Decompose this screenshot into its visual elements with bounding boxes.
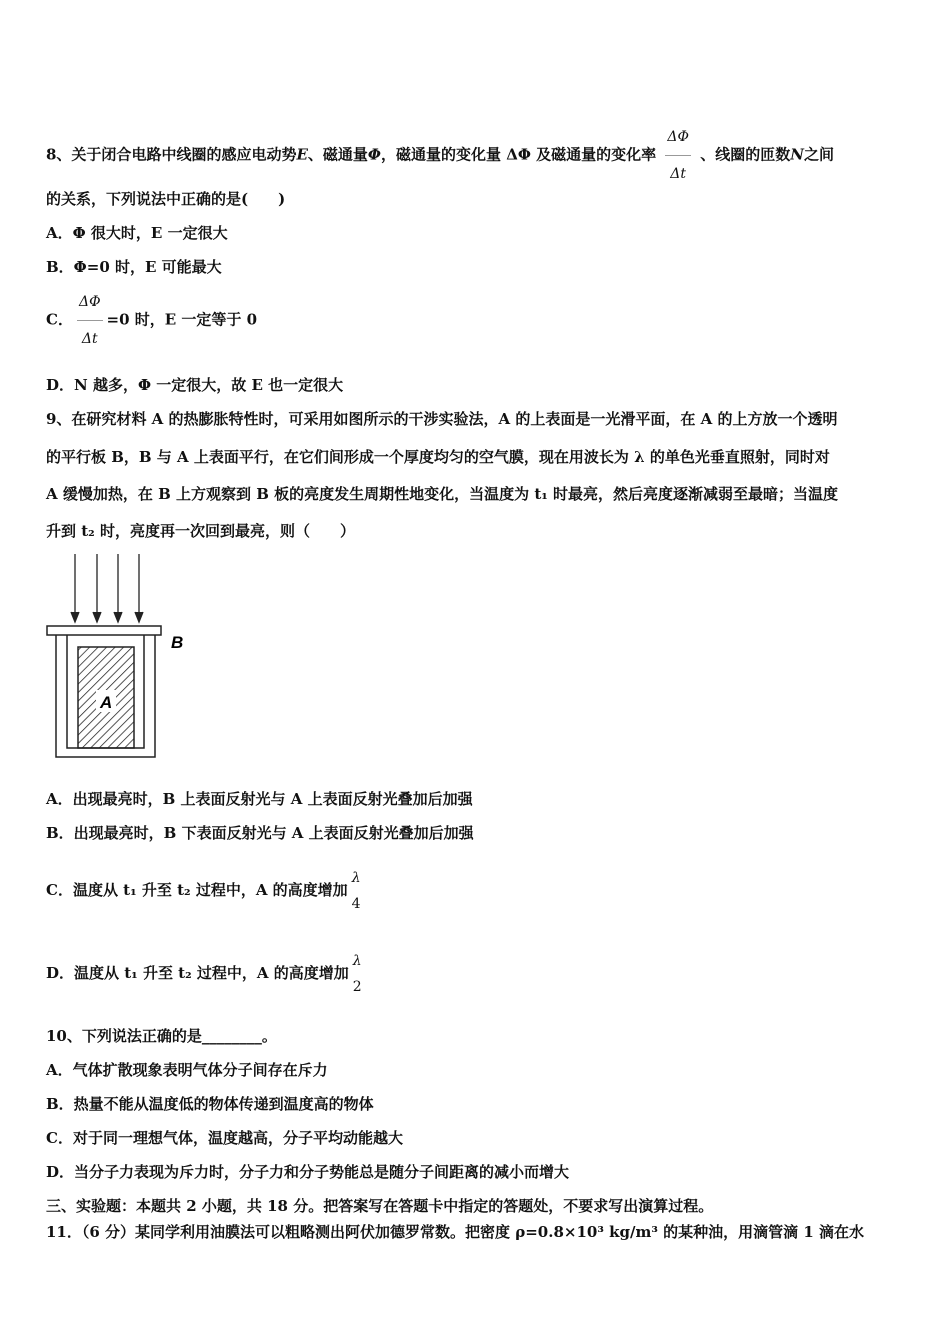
text: 之间	[803, 145, 834, 164]
text: ，磁通量的变化量 ΔΦ 及磁通量的变化率	[380, 145, 657, 164]
fraction	[350, 868, 363, 914]
numerator: λ	[352, 953, 362, 969]
plate-B	[47, 626, 161, 635]
text: C．温度从 t₁ 升至 t₂ 过程中，A 的高度增加	[46, 881, 348, 899]
denominator: Δt	[81, 331, 98, 347]
interference-figure	[40, 552, 200, 764]
q10-option-a: A．气体扩散现象表明气体分子间存在斥力	[46, 1061, 328, 1079]
q9-option-d	[46, 951, 368, 997]
q8-option-c	[46, 292, 257, 349]
text: =0 时，E 一定等于 0	[106, 310, 258, 329]
q8-option-d: D．N 越多，Φ 一定很大，故 E 也一定很大	[46, 376, 344, 394]
text: 8、关于闭合电路中线圈的感应电动势	[46, 145, 297, 164]
text: D．温度从 t₁ 升至 t₂ 过程中，A 的高度增加	[46, 964, 349, 982]
section-3-heading: 三、实验题：本题共 2 小题，共 18 分。把答案写在答题卡中指定的答题处，不要求写出演算过程。	[46, 1197, 714, 1215]
label-A: A	[100, 693, 113, 712]
q10-option-d: D．当分子力表现为斥力时，分子力和分子势能总是随分子间距离的减小而增大	[46, 1163, 570, 1181]
q8-option-a: A．Φ 很大时，E 一定很大	[46, 224, 228, 242]
denominator: 4	[351, 896, 361, 912]
numerator: λ	[351, 870, 361, 886]
q8-stem-line1	[46, 127, 834, 184]
denominator: 2	[352, 979, 362, 995]
text: 、线圈的匝数	[700, 145, 791, 164]
numerator: ΔΦ	[77, 292, 103, 321]
fraction	[665, 127, 691, 184]
var-N: N	[790, 145, 804, 164]
q8-stem-line2: 的关系，下列说法中正确的是( )	[46, 190, 286, 208]
light-arrows	[71, 554, 143, 622]
numerator: ΔΦ	[665, 127, 691, 156]
q9-line2: 的平行板 B，B 与 A 上表面平行，在它们间形成一个厚度均匀的空气膜，现在用波长为 λ 的单色光垂直照射，同时对	[46, 448, 830, 466]
q9-option-a: A．出现最亮时，B 上表面反射光与 A 上表面反射光叠加后加强	[46, 790, 473, 808]
q9-line1: 9、在研究材料 A 的热膨胀特性时，可采用如图所示的干涉实验法，A 的上表面是一光滑平面，在 A 的上方放一个透明	[46, 410, 838, 428]
var-phi: Φ	[367, 145, 381, 164]
q9-line4: 升到 t₂ 时，亮度再一次回到最亮，则（ ）	[46, 522, 355, 540]
label-B: B	[171, 633, 184, 652]
fraction	[77, 292, 103, 349]
q10-option-c: C．对于同一理想气体，温度越高，分子平均动能越大	[46, 1129, 403, 1147]
q8-option-b: B．Φ=0 时，E 可能最大	[46, 258, 222, 276]
q9-line3: A 缓慢加热，在 B 上方观察到 B 板的亮度发生周期性地变化，当温度为 t₁ 时最亮，然后亮度逐渐减弱至最暗；当温度	[46, 485, 839, 503]
q10-option-b: B．热量不能从温度低的物体传递到温度高的物体	[46, 1095, 374, 1113]
q9-option-c	[46, 868, 367, 914]
text: 、磁通量	[307, 145, 368, 164]
q11-stem: 11．（6 分）某同学利用油膜法可以粗略测出阿伏加德罗常数。把密度 ρ=0.8×10³ kg/m³ 的某种油，用滴管滴 1 滴在水	[46, 1223, 865, 1241]
q10-stem: 10、下列说法正确的是________。	[46, 1027, 277, 1045]
denominator: Δt	[670, 166, 687, 182]
text: C．	[46, 310, 73, 329]
var-E: E	[296, 145, 308, 164]
q9-option-b: B．出现最亮时，B 下表面反射光与 A 上表面反射光叠加后加强	[46, 824, 474, 842]
fraction	[351, 951, 364, 997]
